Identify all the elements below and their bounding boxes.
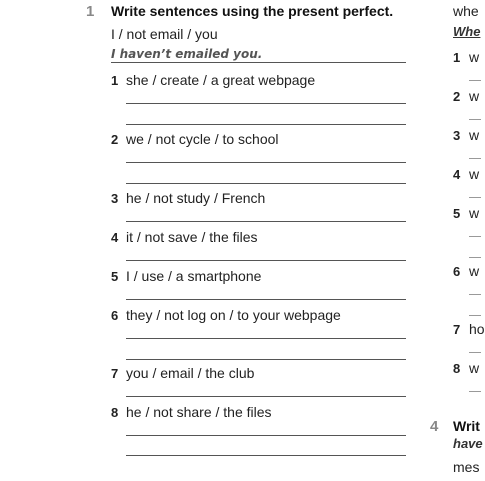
item-number: 5	[111, 269, 119, 284]
next-exercise-number: 4	[430, 418, 439, 435]
item-number: 3	[111, 191, 119, 206]
item-prompt: he / not share / the files	[126, 404, 272, 420]
right-item-number: 6	[453, 264, 461, 279]
right-item-text: w	[469, 127, 480, 143]
next-exercise-instruction: Writ	[453, 418, 480, 434]
answer-line[interactable]	[469, 236, 481, 237]
example-answer-line	[111, 62, 406, 63]
item-prompt: it / not save / the files	[126, 229, 258, 245]
right-item-number: 1	[453, 50, 461, 65]
item-prompt: we / not cycle / to school	[126, 131, 279, 147]
answer-line[interactable]	[126, 359, 406, 360]
right-item-number: 7	[453, 322, 461, 337]
right-item-number: 8	[453, 361, 461, 376]
answer-line[interactable]	[469, 391, 481, 392]
item-number: 2	[111, 132, 119, 147]
answer-line[interactable]	[469, 352, 481, 353]
answer-line[interactable]	[469, 197, 481, 198]
answer-line[interactable]	[126, 221, 406, 222]
right-item-text: w	[469, 360, 480, 376]
item-prompt: they / not log on / to your webpage	[126, 307, 341, 323]
right-item-number: 2	[453, 89, 461, 104]
answer-line[interactable]	[469, 119, 481, 120]
item-number: 1	[111, 73, 119, 88]
answer-line[interactable]	[126, 162, 406, 163]
item-number: 4	[111, 230, 119, 245]
next-exercise-italic: have	[453, 436, 483, 451]
answer-line[interactable]	[126, 338, 406, 339]
answer-line[interactable]	[469, 315, 481, 316]
item-prompt: I / use / a smartphone	[126, 268, 262, 284]
right-item-text: ho	[469, 321, 485, 337]
answer-line[interactable]	[126, 103, 406, 104]
answer-line[interactable]	[469, 257, 481, 258]
answer-line[interactable]	[126, 435, 406, 436]
item-prompt: he / not study / French	[126, 190, 266, 206]
example-prompt: I / not email / you	[111, 26, 218, 42]
item-prompt: she / create / a great webpage	[126, 72, 316, 88]
answer-line[interactable]	[126, 396, 406, 397]
right-item-text: w	[469, 49, 480, 65]
answer-line[interactable]	[469, 158, 481, 159]
right-item-number: 5	[453, 206, 461, 221]
answer-line[interactable]	[469, 80, 481, 81]
item-number: 8	[111, 405, 119, 420]
answer-line[interactable]	[126, 455, 406, 456]
answer-line[interactable]	[126, 124, 406, 125]
next-exercise-text: mes	[453, 459, 480, 475]
item-number: 6	[111, 308, 119, 323]
answer-line[interactable]	[126, 183, 406, 184]
answer-line[interactable]	[126, 260, 406, 261]
answer-line[interactable]	[126, 299, 406, 300]
right-column-example: Whe	[453, 24, 481, 39]
right-item-text: w	[469, 166, 480, 182]
answer-line[interactable]	[469, 294, 481, 295]
right-item-number: 3	[453, 128, 461, 143]
right-item-text: w	[469, 88, 480, 104]
right-column-top-text: whe	[453, 3, 479, 19]
example-answer: I haven’t emailed you.	[111, 47, 263, 61]
right-item-text: w	[469, 205, 480, 221]
exercise-number: 1	[86, 3, 95, 20]
right-item-number: 4	[453, 167, 461, 182]
item-number: 7	[111, 366, 119, 381]
right-item-text: w	[469, 263, 480, 279]
item-prompt: you / email / the club	[126, 365, 255, 381]
exercise-instruction: Write sentences using the present perfect.	[111, 3, 394, 19]
